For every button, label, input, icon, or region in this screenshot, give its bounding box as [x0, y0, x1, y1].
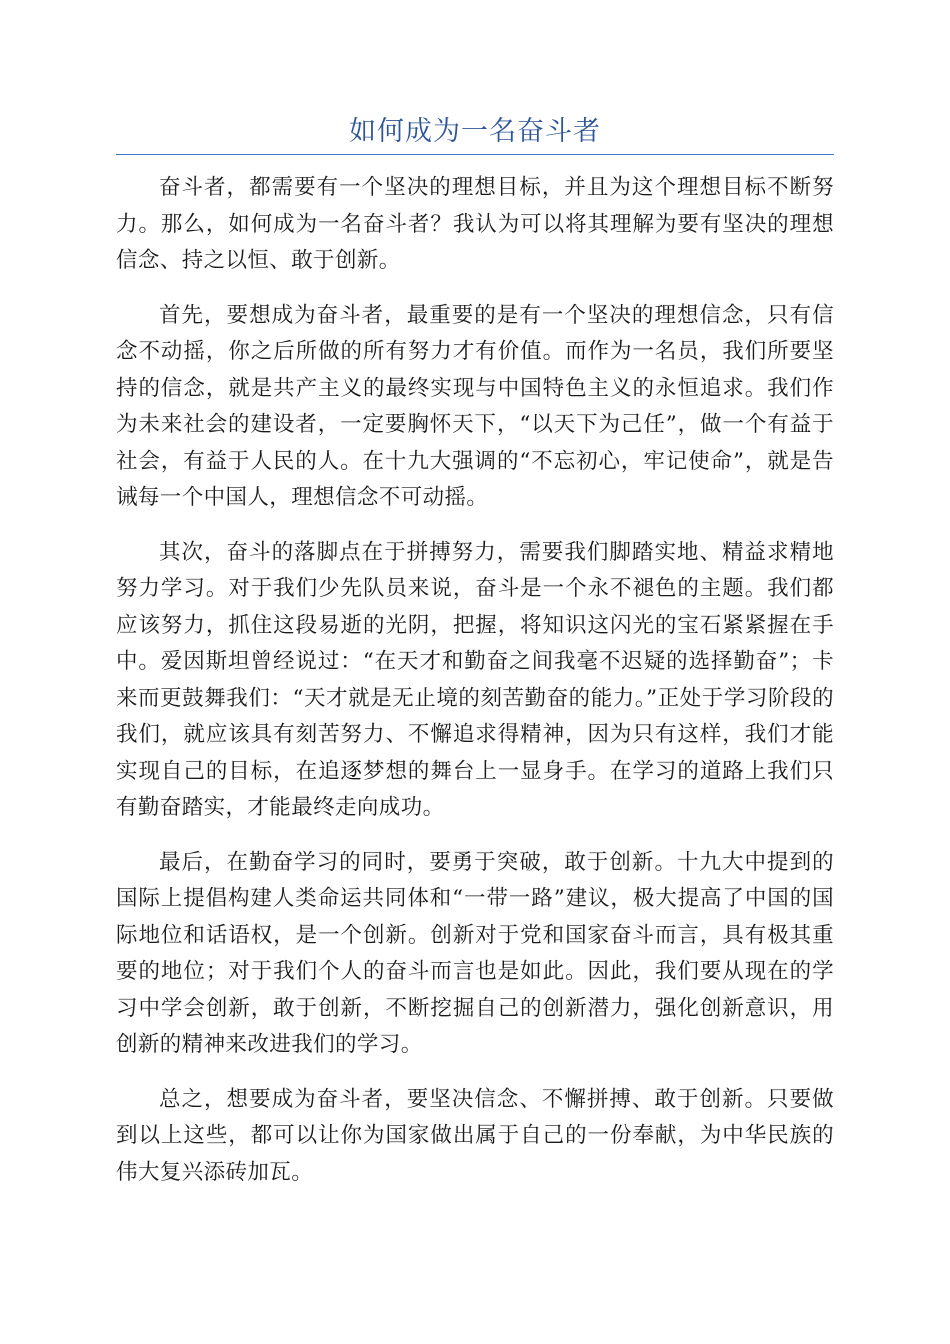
page-title: 如何成为一名奋斗者: [349, 116, 601, 147]
document-body: [116, 170, 834, 1209]
paragraph-third: 最后，在勤奋学习的同时，要勇于突破，敢于创新。十九大中提到的国际上提倡构建人类命运共同体和“一带一路”建议，极大提高了中国的国际地位和话语权，是一个创新。创新对于党和国家奋斗而言，具有极其重要的地位；对于我们个人的奋斗而言也是如此。因此，我们要从现在的学习中学会创新，敢于创新，不断挖掘自己的创新潜力，强化创新意识，用创新的精神来改进我们的学习。: [116, 849, 834, 1057]
paragraph-second: 其次，奋斗的落脚点在于拼搏努力，需要我们脚踏实地、精益求精地努力学习。对于我们少先队员来说，奋斗是一个永不褪色的主题。我们都应该努力，抓住这段易逝的光阴，把握，将知识这闪光的宝石紧紧握在手中。爱因斯坦曾经说过：“在天才和勤奋之间我毫不迟疑的选择勤奋”；卡来而更鼓舞我们：“天才就是无止境的刻苦勤奋的能力。”正处于学习阶段的我们，就应该具有刻苦努力、不懈追求得精神，因为只有这样，我们才能实现自己的目标，在追逐梦想的舞台上一显身手。在学习的道路上我们只有勤奋踏实，才能最终走向成功。: [116, 539, 834, 820]
title-underline: [116, 154, 834, 155]
paragraph-conclusion: 总之，想要成为奋斗者，要坚决信念、不懈拼搏、敢于创新。只要做到以上这些，都可以让你为国家做出属于自己的一份奉献，为中华民族的伟大复兴添砖加瓦。: [116, 1086, 834, 1185]
paragraph-first: 首先，要想成为奋斗者，最重要的是有一个坚决的理想信念，只有信念不动摇，你之后所做的所有努力才有价值。而作为一名员，我们所要坚持的信念，就是共产主义的最终实现与中国特色主义的永恒追求。我们作为未来社会的建设者，一定要胸怀天下，“以天下为己任”，做一个有益于社会，有益于人民的人。在十九大强调的“不忘初心，牢记使命”，就是告诫每一个中国人，理想信念不可动摇。: [116, 302, 834, 510]
paragraph-intro: 奋斗者，都需要有一个坚决的理想目标，并且为这个理想目标不断努力。那么，如何成为一名奋斗者？我认为可以将其理解为要有坚决的理想信念、持之以恒、敢于创新。: [116, 175, 834, 273]
